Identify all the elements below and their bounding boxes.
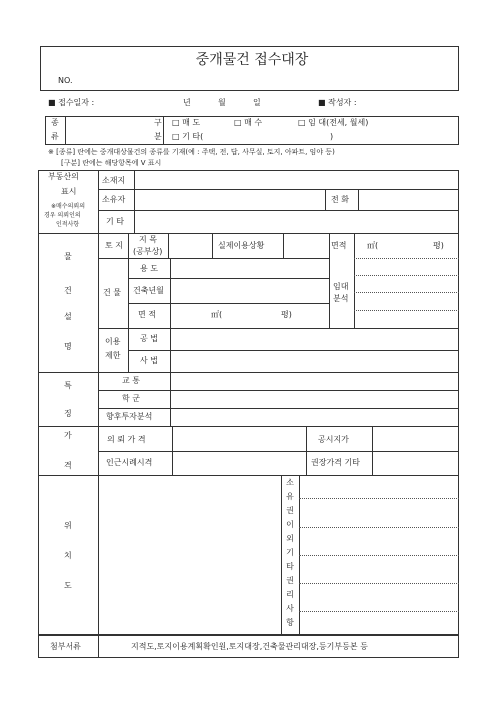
school-label: 학 군 (122, 394, 140, 403)
kind-label-1: 종 (51, 118, 59, 127)
lease-label-2: 분석 (333, 294, 349, 303)
option-other[interactable]: □ 기 타( (172, 132, 204, 141)
gubun-label-2: 분 (154, 132, 162, 141)
option-sale[interactable]: □ 매 도 (172, 118, 201, 127)
restrict-label-2: 제한 (105, 351, 121, 360)
jimok-label-1: 지 목 (139, 235, 157, 244)
day-label: 일 (253, 98, 261, 107)
area-label: 면적 (331, 241, 347, 250)
area-unit-close: 평) (433, 241, 444, 250)
owner-title-1: 부동산의 (48, 172, 79, 181)
built-year-label: 건축년월 (133, 286, 164, 295)
building-area-unit: ㎡( (211, 310, 223, 319)
nearby-price-label: 인근시례시격 (106, 458, 153, 467)
recommended-price-label: 권장가격 기타 (311, 458, 360, 467)
other-label: 기 타 (106, 217, 124, 226)
year-label: 년 (183, 98, 191, 107)
area-unit: ㎡( (367, 241, 379, 250)
lease-label-1: 임대 (333, 282, 349, 291)
main-table (38, 170, 459, 635)
option-other-close: ) (330, 132, 334, 141)
attachments-label: 첨부서류 (50, 642, 81, 651)
public-law-label: 공 법 (140, 334, 158, 343)
note-line-2: [구분] 란에는 해당항목에 V 표시 (61, 159, 162, 167)
option-buy[interactable]: □ 매 수 (234, 118, 263, 127)
receipt-date-label: ■ 접수일자 : (48, 98, 95, 107)
owner-note-1: ※매수의뢰의 (51, 203, 86, 210)
actual-use-label: 실제이용상황 (218, 241, 265, 250)
owner-label: 소유자 (102, 195, 126, 204)
owner-note-3: 인적사항 (56, 221, 80, 228)
public-price-label: 공시지가 (318, 435, 349, 444)
no-label: NO. (58, 76, 73, 85)
page-title: 중개물건 접수대장 (195, 52, 309, 68)
property-char-2: 건 (64, 286, 72, 295)
features-char-2: 징 (64, 409, 72, 418)
address-label: 소재지 (102, 176, 126, 185)
phone-label: 전 화 (331, 195, 349, 204)
traffic-label: 교 통 (122, 376, 140, 385)
location-char-2: 치 (64, 551, 72, 560)
location-char-3: 도 (64, 581, 72, 590)
building-label: 건 물 (103, 288, 121, 297)
building-area-label: 면 적 (138, 310, 156, 319)
restrict-label-1: 이용 (105, 337, 121, 346)
use-label: 용 도 (140, 264, 158, 273)
property-char-4: 명 (64, 342, 72, 351)
price-char-1: 가 (64, 431, 72, 440)
writer-label: ■ 작성자 : (318, 98, 357, 107)
owner-title-2: 표시 (61, 187, 77, 196)
land-label: 토 지 (105, 241, 123, 250)
option-lease[interactable]: □ 임 대(전세, 월세) (298, 118, 369, 127)
investment-label: 향후투자분석 (106, 412, 153, 421)
jimok-label-2: (공부상) (133, 247, 163, 256)
property-char-1: 물 (64, 252, 72, 261)
kind-label-2: 류 (51, 132, 59, 141)
month-label: 월 (218, 98, 226, 107)
request-price-label: 의 뢰 가 격 (107, 435, 146, 444)
owner-note-2: 경우 의뢰인의 (44, 212, 81, 219)
building-area-close: 평) (281, 310, 292, 319)
features-char-1: 특 (64, 381, 72, 390)
property-char-3: 설 (64, 312, 72, 321)
location-char-1: 위 (64, 521, 72, 530)
note-line-1: ※ [종류] 란에는 중개대상물건의 종류를 기재(예 : 주택, 전, 답, 사무실, 토지, 아파트, 임야 등) (48, 148, 335, 156)
rights-vertical-label: 소 유 권 이 외 기 타 권 리 사 항 (286, 478, 294, 627)
gubun-label-1: 구 (154, 118, 162, 127)
attachments-text: 지적도,토지이용계획확인원,토지대장,건축물관리대장,등기부등본 등 (131, 642, 368, 651)
price-char-2: 격 (64, 461, 72, 470)
private-law-label: 사 법 (140, 356, 158, 365)
